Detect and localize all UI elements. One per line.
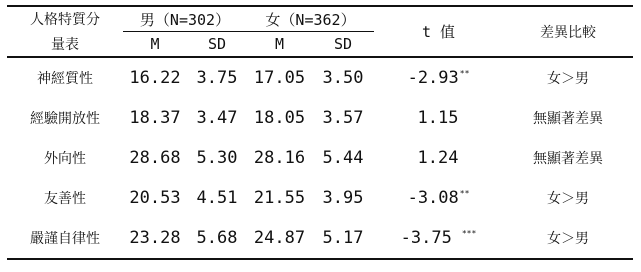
significance-marker: ** (459, 69, 470, 79)
t-value (374, 57, 503, 98)
t-value (374, 218, 503, 259)
comparison-result: 無顯著差異 (533, 151, 603, 167)
comparison-result: 女＞男 (547, 191, 589, 207)
t-number: -3.75 (400, 228, 452, 248)
female-sd: 3.57 (322, 108, 364, 128)
significance-marker: *** (461, 229, 477, 239)
header-male-group: 男（N=302） (123, 6, 247, 32)
comparison-result: 女＞男 (503, 218, 633, 259)
t-number: -2.93 (407, 68, 459, 88)
female-sd: 5.44 (322, 148, 364, 168)
t-value (374, 178, 503, 218)
male-mean: 16.22 (129, 68, 181, 88)
male-sd: 3.47 (196, 108, 238, 128)
male-sd: 3.75 (196, 68, 238, 88)
header-male-sd: SD (187, 32, 247, 58)
header-male-mean: M (123, 32, 187, 58)
female-mean: 17.05 (253, 68, 306, 88)
table-row (7, 178, 633, 218)
female-mean: 24.87 (247, 218, 312, 259)
male-sd: 4.51 (196, 188, 238, 208)
table-row (7, 138, 633, 178)
scale-name: 友善性 (44, 191, 86, 207)
comparison-result: 女＞男 (547, 71, 589, 87)
table-row (7, 218, 633, 259)
female-mean: 21.55 (253, 188, 306, 208)
comparison-result: 無顯著差異 (533, 111, 603, 127)
header-trait-scale-line2: 量表 (7, 32, 123, 58)
table-row (7, 98, 633, 138)
scale-name: 神經質性 (37, 71, 93, 87)
male-mean: 20.53 (129, 188, 181, 208)
male-sd: 5.68 (187, 218, 247, 259)
scale-name: 外向性 (44, 151, 86, 167)
female-sd: 3.95 (322, 188, 364, 208)
header-female-mean: M (247, 32, 312, 58)
header-female-group: 女（N=362） (247, 6, 374, 32)
male-mean: 28.68 (129, 148, 181, 168)
header-t-value: t 值 (374, 6, 503, 57)
table-row (7, 57, 633, 98)
male-mean: 18.37 (129, 108, 181, 128)
female-sd: 3.50 (322, 68, 364, 88)
header-female-sd: SD (312, 32, 374, 58)
t-number: 1.24 (417, 148, 459, 168)
scale-name: 嚴謹自律性 (7, 218, 123, 259)
t-value (374, 98, 503, 138)
t-value (374, 138, 503, 178)
male-sd: 5.30 (196, 148, 238, 168)
header-comparison: 差異比較 (503, 6, 633, 57)
header-trait-scale-line1: 人格特質分 (7, 6, 123, 32)
gender-difference-table (7, 5, 633, 260)
female-mean: 28.16 (253, 148, 306, 168)
significance-marker: ** (459, 189, 470, 199)
t-number: 1.15 (417, 108, 459, 128)
t-number: -3.08 (407, 188, 459, 208)
female-mean: 18.05 (253, 108, 306, 128)
male-mean: 23.28 (123, 218, 187, 259)
scale-name: 經驗開放性 (30, 111, 100, 127)
female-sd: 5.17 (312, 218, 374, 259)
